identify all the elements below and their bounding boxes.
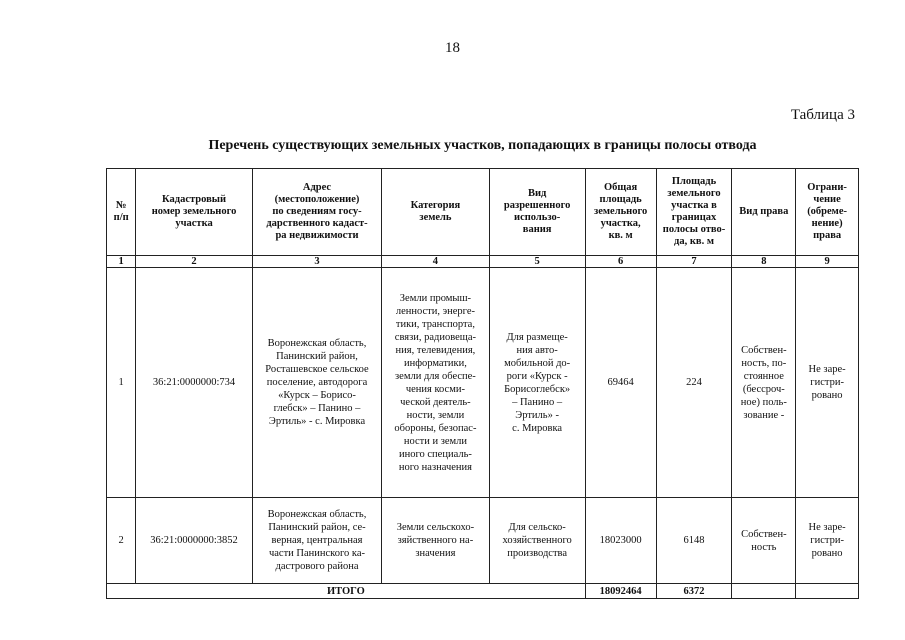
- header-cell-restriction: Ограни- чение (обреме- нение) права: [796, 169, 859, 256]
- address: Воронежская область, Панинский район, се- верная, центральная части Панинского ка- дастрового района: [252, 498, 382, 584]
- column-number-row: [107, 256, 859, 268]
- column-number: 8: [732, 256, 796, 268]
- header-cell-category: Категория земель: [382, 169, 489, 256]
- column-number: 6: [585, 256, 656, 268]
- permitted-use: Для сельско- хозяйственного производства: [489, 498, 585, 584]
- cadastral-number: 36:21:0000000:3852: [136, 498, 252, 584]
- strip-area-sum: 6372: [656, 584, 732, 599]
- page-number: 18: [445, 40, 460, 56]
- table-label: Таблица 3: [790, 107, 855, 123]
- table-row: [107, 498, 859, 584]
- land-category: Земли сельскохо- зяйственного на- значения: [382, 498, 489, 584]
- column-number: 1: [107, 256, 136, 268]
- address: Воронежская область, Панинский район, Росташевское сельское поселение, автодорога «Курск – Борисо- глебск» – Панино – Эртиль» - с. Мировка: [252, 268, 382, 498]
- total-area: 18023000: [585, 498, 656, 584]
- table-title: Перечень существующих земельных участков, попадающих в границы полосы отвода: [208, 138, 757, 153]
- header-cell-num: № п/п: [107, 169, 136, 256]
- total-label: ИТОГО: [107, 584, 586, 599]
- empty-cell: [732, 584, 796, 599]
- column-number: 4: [382, 256, 489, 268]
- table-row: [107, 268, 859, 498]
- header-row: [107, 169, 859, 256]
- right-type: Собствен- ность, по- стоянное (бессроч- ное) поль- зование -: [732, 268, 796, 498]
- restriction: Не заре- гистри- ровано: [796, 268, 859, 498]
- header-cell-right: Вид права: [732, 169, 796, 256]
- strip-area: 6148: [656, 498, 732, 584]
- land-category: Земли промыш- ленности, энерге- тики, транспорта, связи, радиовеща- ния, телевидения, информатики, земли для обеспе- чения косми- ческой деятель- ности, земли обороны, безопас- ности и земли иного специаль- ного назначения: [382, 268, 489, 498]
- header-cell-strip-area: Площадь земельного участка в границах полосы отво- да, кв. м: [656, 169, 732, 256]
- column-number: 9: [796, 256, 859, 268]
- empty-cell: [796, 584, 859, 599]
- header-cell-cadastral: Кадастровый номер земельного участка: [136, 169, 252, 256]
- total-row: [107, 584, 859, 599]
- restriction: Не заре- гистри- ровано: [796, 498, 859, 584]
- right-type: Собствен- ность: [732, 498, 796, 584]
- row-num: 1: [107, 268, 136, 498]
- strip-area: 224: [656, 268, 732, 498]
- total-area: 69464: [585, 268, 656, 498]
- permitted-use: Для размеще- ния авто- мобильной до- роги «Курск - Борисоглебск» – Панино – Эртиль» - с. Мировка: [489, 268, 585, 498]
- column-number: 3: [252, 256, 382, 268]
- land-parcels-table: [106, 168, 859, 599]
- cadastral-number: 36:21:0000000:734: [136, 268, 252, 498]
- column-number: 5: [489, 256, 585, 268]
- column-number: 2: [136, 256, 252, 268]
- column-number: 7: [656, 256, 732, 268]
- row-num: 2: [107, 498, 136, 584]
- header-cell-use: Вид разрешенного использо- вания: [489, 169, 585, 256]
- total-area-sum: 18092464: [585, 584, 656, 599]
- header-cell-total-area: Общая площадь земельного участка, кв. м: [585, 169, 656, 256]
- header-cell-address: Адрес (местоположение) по сведениям госу- дарственного кадаст- ра недвижимости: [252, 169, 382, 256]
